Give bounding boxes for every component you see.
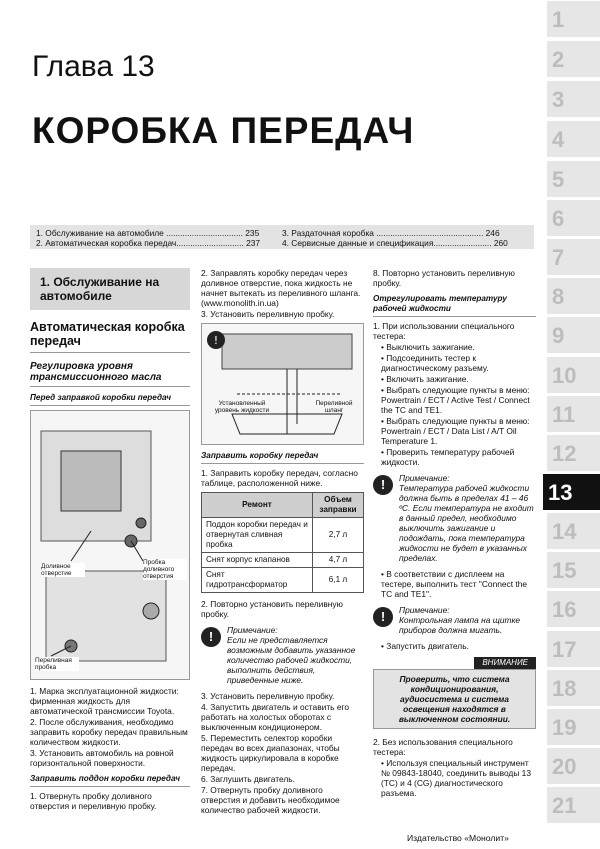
note-text: Контрольная лампа на щитке приборов должна мигать. — [399, 615, 521, 635]
note-text: Если не представляется возможным добавить указанное количество рабочей жидкости, выполнить действия, приведенные ниже. — [227, 635, 356, 685]
tab-16[interactable]: 16 — [547, 590, 600, 627]
paragraph: 4. Запустить двигатель и оставить его работать на холостых оборотах с выключенным кондиционером. — [201, 702, 350, 732]
table-cell: 6,1 л — [312, 568, 363, 593]
topic-heading: Регулировка уровня трансмиссионного масла — [30, 361, 190, 387]
tab-4[interactable]: 4 — [547, 120, 600, 157]
transmission-drawing — [31, 411, 189, 677]
toc-item[interactable]: 4. Сервисные данные и спецификация......................... 260 — [282, 238, 508, 248]
publisher-footer: Издательство «Монолит» — [407, 833, 509, 843]
paragraph: 3. Установить переливную пробку. — [201, 691, 335, 701]
paragraph: 7. Отвернуть пробку доливного отверстия и добавить необходимое количество рабочей жидкости. — [201, 785, 340, 815]
paragraph: 2. После обслуживания, необходимо заправить коробку передач правильным количеством жидкости. — [30, 717, 188, 747]
tab-2[interactable]: 2 — [547, 40, 600, 77]
warning-box: Проверить, что система кондиционирования, аудиосистема и система освещения находятся в выключенном состоянии. — [373, 669, 536, 729]
tab-19[interactable]: 19 — [547, 708, 600, 745]
table-cell: 2,7 л — [312, 518, 363, 553]
tab-8[interactable]: 8 — [547, 277, 600, 314]
bullet: • Подсоединить тестер к диагностическому разъему. — [381, 353, 489, 373]
column-3 — [373, 268, 536, 799]
bullet: • Включить зажигание. — [381, 374, 469, 384]
section-heading: 1. Обслуживание на автомобиле — [30, 268, 190, 310]
paragraph: 1. Марка эксплуатационной жидкости: фирменная жидкость для автоматической трансмиссии Toyota. — [30, 686, 179, 716]
paragraph: 1. Отвернуть пробку доливного отверстия и переливную пробку. — [30, 791, 157, 811]
bullet: • Выбрать следующие пункты в меню: Powertrain / ECT / Data List / A/T Oil Temperature 1. — [381, 416, 530, 446]
warning-label-wrap — [373, 657, 536, 669]
tab-13[interactable]: 13 — [543, 473, 600, 510]
table-header: Объем заправки — [312, 493, 363, 518]
transmission-figure — [30, 410, 190, 680]
table-cell: Снят корпус клапанов — [202, 553, 313, 568]
toc-item[interactable]: 2. Автоматическая коробка передач............................. 237 — [36, 238, 261, 248]
tab-20[interactable]: 20 — [547, 747, 600, 784]
step-heading: Заправить поддон коробки передач — [30, 774, 190, 787]
bullet: • В соответствии с дисплеем на тестере, выполнить тест "Connect the TC and TE1". — [381, 569, 528, 599]
paragraph: 8. Повторно установить переливную пробку. — [373, 268, 515, 288]
chapter-title: КОРОБКА ПЕРЕДАЧ — [32, 110, 415, 151]
table-row — [202, 518, 364, 553]
note — [201, 625, 364, 685]
table-cell: Поддон коробки передач и отвернутая сливная пробка — [202, 518, 313, 553]
tab-12[interactable]: 12 — [547, 434, 600, 471]
tab-1[interactable]: 1 — [547, 0, 600, 37]
tab-5[interactable]: 5 — [547, 160, 600, 197]
tab-9[interactable]: 9 — [547, 316, 600, 353]
note-title: Примечание: — [399, 473, 450, 483]
chapter-label: Глава 13 — [32, 50, 155, 83]
table-cell: Снят гидротрансформатор — [202, 568, 313, 593]
tab-15[interactable]: 15 — [547, 551, 600, 588]
toc-item[interactable]: 1. Обслуживание на автомобиле ................................. 235 — [36, 228, 260, 238]
table-cell: 4,7 л — [312, 553, 363, 568]
paragraph: 2. Заправлять коробку передач через доливное отверстие, пока жидкость не начнет вытекать из переливного шланга. (www.monolith.in.ua) — [201, 268, 361, 308]
note — [373, 605, 536, 635]
note — [373, 473, 536, 563]
tab-21[interactable]: 21 — [547, 786, 600, 823]
note-icon: ! — [373, 607, 393, 627]
subsection-heading: Автоматическая коробка передач — [30, 320, 190, 353]
tab-3[interactable]: 3 — [547, 80, 600, 117]
step-heading: Заправить коробку передач — [201, 451, 364, 464]
bullet: • Запустить двигатель. — [381, 641, 469, 651]
tab-10[interactable]: 10 — [547, 356, 600, 393]
tab-17[interactable]: 17 — [547, 630, 600, 667]
fig-label: Доливное отверстие — [41, 563, 85, 577]
toc-item[interactable]: 3. Раздаточная коробка .............................................. 246 — [282, 228, 500, 238]
paragraph: 1. Заправить коробку передач, согласно таблице, расположенной ниже. — [201, 468, 358, 488]
table-header: Ремонт — [202, 493, 313, 518]
table-row — [202, 553, 364, 568]
note-title: Примечание: — [227, 625, 278, 635]
bullet: • Выключить зажигание. — [381, 342, 475, 352]
fig-label: Переливная пробка — [35, 657, 79, 671]
fig-label: Переливной шланг — [315, 400, 353, 414]
bullet: • Выбрать следующие пункты в меню: Powertrain / ECT / Active Test / Connect the TC and TE1. — [381, 385, 530, 415]
column-2 — [201, 268, 364, 816]
note-text: Температура рабочей жидкости должна быть в пределах 41 – 46 ºС. Если температура не входит в данный предел, необходимо выключить зажигание и подождать, пока температура жидкости не будет в указанных пределах. — [399, 483, 534, 563]
note-title: Примечание: — [399, 605, 450, 615]
bullet: • Проверить температуру рабочей жидкости. — [381, 447, 515, 467]
chapter-tabs — [543, 0, 600, 849]
note-icon: ! — [373, 475, 393, 495]
tab-14[interactable]: 14 — [547, 512, 600, 549]
paragraph: 1. При использовании специального тестера: — [373, 321, 515, 341]
warning-label: ВНИМАНИЕ — [474, 657, 536, 669]
fluid-level-figure — [201, 323, 364, 445]
paragraph: 2. Повторно установить переливную пробку. — [201, 599, 343, 619]
step-heading: Перед заправкой коробки передач — [30, 393, 190, 406]
step-heading: Отрегулировать температуру рабочей жидкости — [373, 294, 536, 317]
paragraph: 6. Заглушить двигатель. — [201, 774, 295, 784]
tab-6[interactable]: 6 — [547, 199, 600, 236]
paragraph: 5. Переместить селектор коробки передач во всех диапазонах, чтобы жидкость циркулировала в коробке передач. — [201, 733, 340, 773]
svg-text:!: ! — [213, 334, 219, 347]
fig-label: Пробка доливного отверстия — [143, 559, 187, 580]
table-of-contents — [30, 225, 534, 249]
tab-7[interactable]: 7 — [547, 238, 600, 275]
note-icon: ! — [201, 627, 221, 647]
table-row — [202, 568, 364, 593]
tab-11[interactable]: 11 — [547, 395, 600, 432]
column-1 — [30, 268, 190, 812]
bullet: • Используя специальный инструмент № 09843-18040, соединить выводы 13 (TC) и 4 (CG) диагностического разъема. — [381, 758, 531, 798]
paragraph: 2. Без использования специального тестера: — [373, 737, 513, 757]
tab-18[interactable]: 18 — [547, 669, 600, 706]
paragraph: 3. Установить автомобиль на ровной горизонтальной поверхности. — [30, 748, 174, 768]
fig-label: Установленный уровень жидкости — [214, 400, 270, 414]
fluid-level-drawing — [202, 324, 363, 442]
paragraph: 3. Установить переливную пробку. — [201, 309, 335, 319]
fill-volume-table — [201, 492, 364, 593]
